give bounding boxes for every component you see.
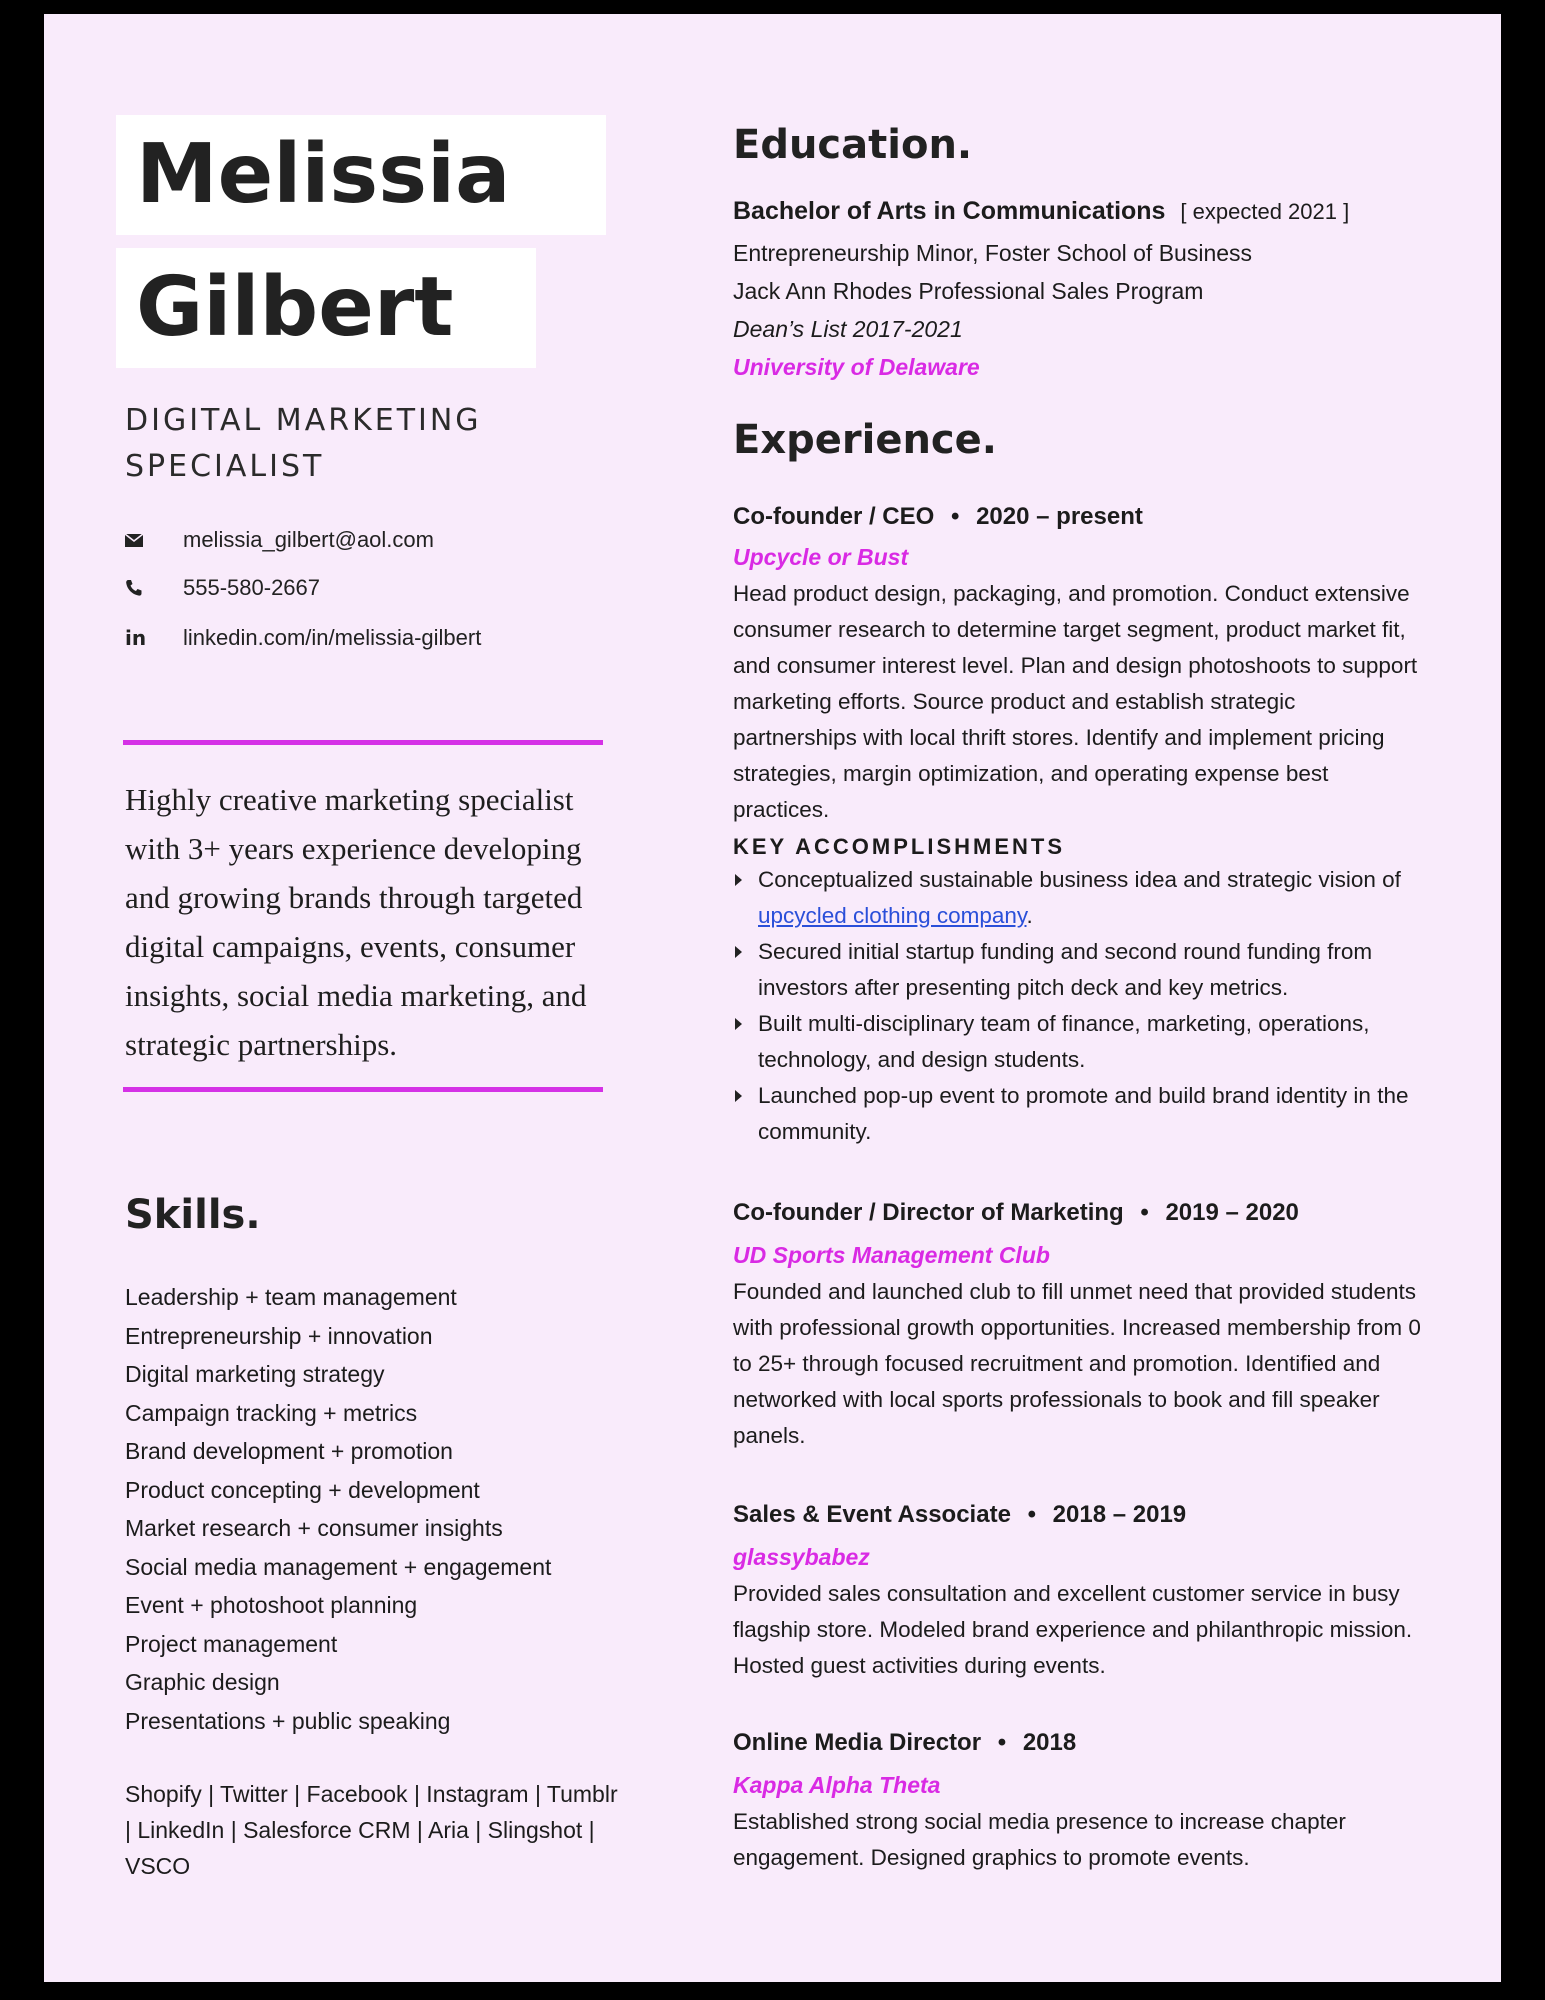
accomplishments-list bbox=[733, 862, 1423, 1150]
job-title: DIGITAL MARKETING SPECIALIST bbox=[125, 403, 482, 484]
job-dates: 2020 – present bbox=[976, 503, 1143, 530]
job-dates: 2018 – 2019 bbox=[1052, 1501, 1187, 1528]
expected-date: [ expected 2021 ] bbox=[1180, 199, 1350, 224]
contact-linkedin[interactable] bbox=[125, 618, 645, 658]
accomplishment-text-end: . bbox=[1026, 903, 1033, 928]
contact-email[interactable] bbox=[125, 520, 645, 560]
job-company: UD Sports Management Club bbox=[733, 1242, 1050, 1268]
job-header: Sales & Event Associate • 2018 – 2019 bbox=[733, 1501, 1187, 1528]
last-name-text: Gilbert bbox=[136, 260, 454, 355]
first-name bbox=[116, 115, 606, 235]
divider-bottom bbox=[123, 1087, 603, 1092]
accomplishment-item: Built multi-disciplinary team of finance, marketing, operations, technology, and design students. bbox=[733, 1006, 1423, 1078]
education-section bbox=[733, 196, 1423, 386]
job-description: Founded and launched club to fill unmet need that provided students with professional growth opportunities. Increased membership from 0 to 25+ through focused recruitment and promotion. Identified and networked with local sports professionals to book and fill speaker panels. bbox=[733, 1279, 1421, 1448]
experience-heading: Experience. bbox=[733, 417, 997, 463]
skill-item: Social media management + engagement bbox=[125, 1553, 552, 1580]
contact-phone[interactable] bbox=[125, 568, 645, 608]
envelope-icon bbox=[125, 534, 183, 547]
degree: Bachelor of Arts in Communications bbox=[733, 197, 1166, 225]
skill-item: Presentations + public speaking bbox=[125, 1707, 451, 1734]
job-dates: 2019 – 2020 bbox=[1165, 1199, 1299, 1226]
accomplishment-item bbox=[733, 862, 1423, 934]
skill-item: Project management bbox=[125, 1630, 338, 1657]
accomplishment-item: Secured initial startup funding and second round funding from investors after presenting pitch deck and key metrics. bbox=[733, 934, 1423, 1006]
job-description: Head product design, packaging, and promotion. Conduct extensive consumer research to determine target segment, product market fit, and consumer interest level. Plan and design photoshoots to support marketing efforts. Source product and establish strategic partnerships with local thrift stores. Identify and implement pricing strategies, margin optimization, and operating expense best practices. bbox=[733, 581, 1418, 822]
job-entry bbox=[733, 502, 1423, 1150]
job-role: Sales & Event Associate bbox=[733, 1501, 1011, 1528]
skills-list bbox=[125, 1278, 625, 1740]
first-name-text: Melissia bbox=[136, 127, 511, 222]
education-heading: Education. bbox=[733, 122, 973, 168]
job-description: Provided sales consultation and excellent customer service in busy flagship store. Modeled brand experience and philanthropic mission. Hosted guest activities during events. bbox=[733, 1581, 1413, 1678]
accomplishment-item: Launched pop-up event to promote and build brand identity in the community. bbox=[733, 1078, 1423, 1150]
minor: Entrepreneurship Minor, Foster School of Business bbox=[733, 240, 1253, 266]
skill-item: Market research + consumer insights bbox=[125, 1515, 503, 1541]
email-text: melissia_gilbert@aol.com bbox=[183, 527, 434, 552]
job-role: Online Media Director bbox=[733, 1729, 982, 1756]
job-entry bbox=[733, 1198, 1423, 1454]
skills-heading: Skills. bbox=[125, 1192, 261, 1238]
phone-icon bbox=[125, 579, 183, 597]
honors: Dean’s List 2017-2021 bbox=[733, 316, 963, 342]
company-link[interactable]: upcycled clothing company bbox=[758, 903, 1027, 928]
skill-item: Digital marketing strategy bbox=[125, 1361, 385, 1387]
skill-item: Product concepting + development bbox=[125, 1476, 480, 1503]
skill-item: Graphic design bbox=[125, 1669, 280, 1695]
job-company: Kappa Alpha Theta bbox=[733, 1772, 941, 1798]
accomplishment-text: Conceptualized sustainable business idea and strategic vision of bbox=[758, 867, 1401, 892]
last-name bbox=[116, 248, 536, 368]
school: University of Delaware bbox=[733, 354, 980, 380]
skill-item: Campaign tracking + metrics bbox=[125, 1399, 418, 1426]
job-header: Online Media Director • 2018 bbox=[733, 1729, 1077, 1756]
job-dates: 2018 bbox=[1022, 1729, 1077, 1756]
skill-item: Entrepreneurship + innovation bbox=[125, 1322, 433, 1349]
linkedin-text: linkedin.com/in/melissia-gilbert bbox=[183, 625, 482, 650]
job-entry bbox=[733, 1728, 1423, 1876]
job-entry bbox=[733, 1500, 1423, 1684]
key-accomplishments-heading: KEY ACCOMPLISHMENTS bbox=[733, 834, 1066, 859]
summary-text: Highly creative marketing specialist with 3+ years experience developing and growing brands through targeted digital campaigns, events, consumer insights, social media marketing, and strategic partnerships. bbox=[125, 782, 587, 1062]
skill-item: Leadership + team management bbox=[125, 1284, 457, 1310]
job-header: Co-founder / CEO • 2020 – present bbox=[733, 503, 1143, 530]
job-description: Established strong social media presence to increase chapter engagement. Designed graphics to promote events. bbox=[733, 1809, 1346, 1870]
job-role: Co-founder / CEO bbox=[733, 503, 935, 530]
tools-list: Shopify | Twitter | Facebook | Instagram | Tumblr | LinkedIn | Salesforce CRM | Aria | Slingshot | VSCO bbox=[125, 1781, 618, 1879]
job-header: Co-founder / Director of Marketing • 2019 – 2020 bbox=[733, 1199, 1299, 1226]
divider-top bbox=[123, 740, 603, 745]
linkedin-icon: in bbox=[125, 626, 147, 650]
job-company: glassybabez bbox=[733, 1544, 870, 1570]
job-role: Co-founder / Director of Marketing bbox=[733, 1199, 1124, 1226]
program: Jack Ann Rhodes Professional Sales Program bbox=[733, 278, 1204, 304]
skill-item: Brand development + promotion bbox=[125, 1438, 453, 1464]
phone-text: 555-580-2667 bbox=[183, 575, 321, 600]
skill-item: Event + photoshoot planning bbox=[125, 1592, 418, 1618]
job-company: Upcycle or Bust bbox=[733, 544, 909, 570]
